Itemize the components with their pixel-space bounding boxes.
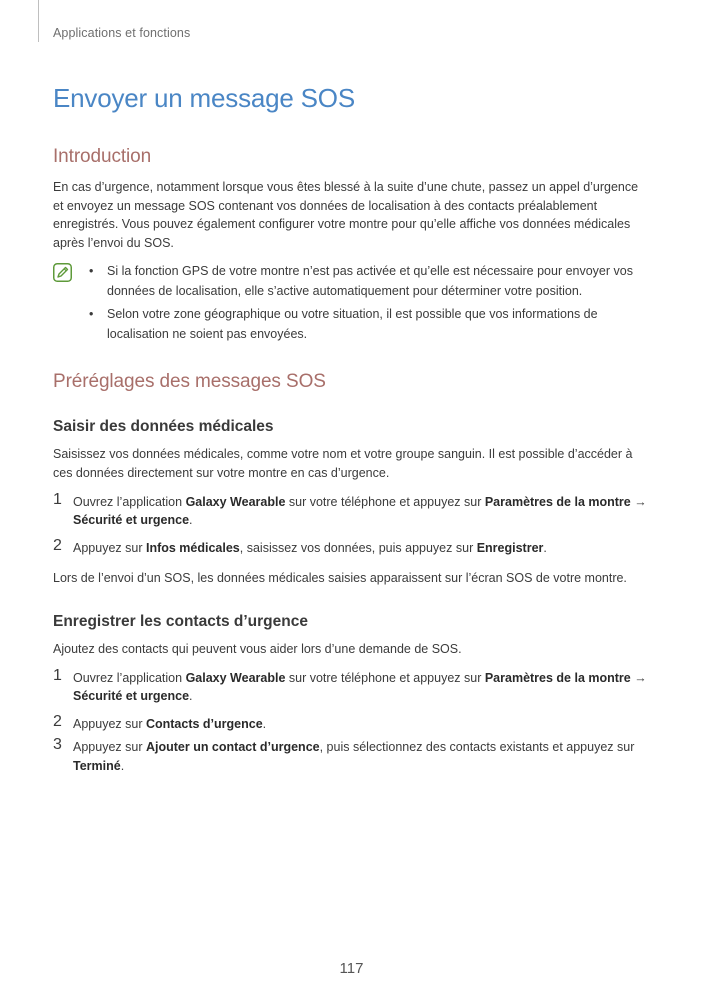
step-text: Ouvrez l’application	[73, 670, 186, 685]
step-number: 1	[53, 490, 62, 508]
step-text: Ouvrez l’application	[73, 494, 186, 509]
menu-path: Sécurité et urgence	[73, 513, 190, 528]
medical-footer: Lors de l’envoi d’un SOS, les données médicales saisies apparaissent sur l’écran SOS de votre montre.	[53, 571, 627, 586]
contacts-steps	[53, 666, 651, 776]
introduction-heading: Introduction	[53, 146, 152, 167]
step-item	[53, 712, 651, 734]
presets-heading: Préréglages des messages SOS	[53, 371, 326, 393]
step-text: Appuyez sur	[73, 716, 146, 731]
step-text: , puis sélectionnez des contacts existants et appuyez sur	[319, 740, 635, 755]
page-number: 117	[339, 960, 364, 977]
step-text: Appuyez sur	[73, 540, 146, 555]
step-item	[53, 738, 651, 775]
medical-heading: Saisir des données médicales	[53, 418, 274, 436]
step-text: sur votre téléphone et appuyez sur	[285, 494, 485, 509]
medical-body: Saisissez vos données médicales, comme votre nom et votre groupe sanguin. Il est possible d’accéder à ces données directement sur votre montre en cas d’urgence.	[53, 447, 633, 480]
note-item: • Selon votre zone géographique ou votre situation, il est possible que vos informations de localisation ne soient pas envoyées.	[87, 304, 651, 344]
arrow-separator: →	[630, 670, 647, 685]
menu-option: Ajouter un contact d’urgence	[145, 740, 320, 755]
step-text: .	[189, 689, 193, 704]
step-item	[53, 536, 651, 558]
introduction-body: En cas d’urgence, notamment lorsque vous êtes blessé à la suite d’une chute, passez un appel d’urgence et envoyez un message SOS contenant vos données de localisation à des contacts préalablement enregistrés. Vous pouvez également configurer votre montre pour qu’elle affiche vos données médicales après l’envoi du SOS.	[53, 180, 639, 250]
medical-steps	[53, 490, 651, 558]
step-number: 2	[53, 536, 62, 554]
menu-option: Contacts d’urgence	[145, 716, 263, 731]
app-name: Galaxy Wearable	[185, 494, 286, 509]
step-item	[53, 666, 651, 706]
menu-option: Terminé	[73, 758, 121, 773]
step-text: sur votre téléphone et appuyez sur	[285, 670, 485, 685]
step-text: .	[543, 540, 547, 555]
contacts-body: Ajoutez des contacts qui peuvent vous aider lors d’une demande de SOS.	[53, 641, 462, 656]
menu-path: Paramètres de la montre	[484, 494, 631, 509]
step-number: 3	[53, 736, 62, 754]
step-text: Appuyez sur	[73, 740, 146, 755]
note-item: • Si la fonction GPS de votre montre n’est pas activée et qu’elle est nécessaire pour envoyer vos données de localisation, elle s’active automatiquement pour déterminer votre position.	[87, 261, 651, 301]
step-number: 1	[53, 666, 62, 684]
note-list	[53, 261, 651, 344]
step-item	[53, 490, 651, 530]
step-number: 2	[53, 712, 62, 730]
menu-option: Infos médicales	[145, 540, 240, 555]
app-name: Galaxy Wearable	[185, 670, 286, 685]
page-title: Envoyer un message SOS	[53, 83, 355, 113]
step-text: .	[120, 758, 125, 773]
note-block	[53, 261, 651, 344]
running-header: Applications et fonctions	[53, 26, 191, 40]
note-pencil-icon	[53, 263, 72, 282]
step-text: , saisissez vos données, puis appuyez sur	[239, 540, 477, 555]
step-text: .	[189, 513, 193, 528]
menu-option: Enregistrer	[476, 540, 544, 555]
contacts-heading: Enregistrer les contacts d’urgence	[53, 612, 308, 630]
menu-path: Sécurité et urgence	[73, 689, 190, 704]
header-rule	[38, 0, 39, 42]
step-text: .	[262, 716, 267, 731]
page-content	[53, 80, 651, 776]
menu-path: Paramètres de la montre	[484, 670, 631, 685]
arrow-separator: →	[630, 494, 647, 509]
